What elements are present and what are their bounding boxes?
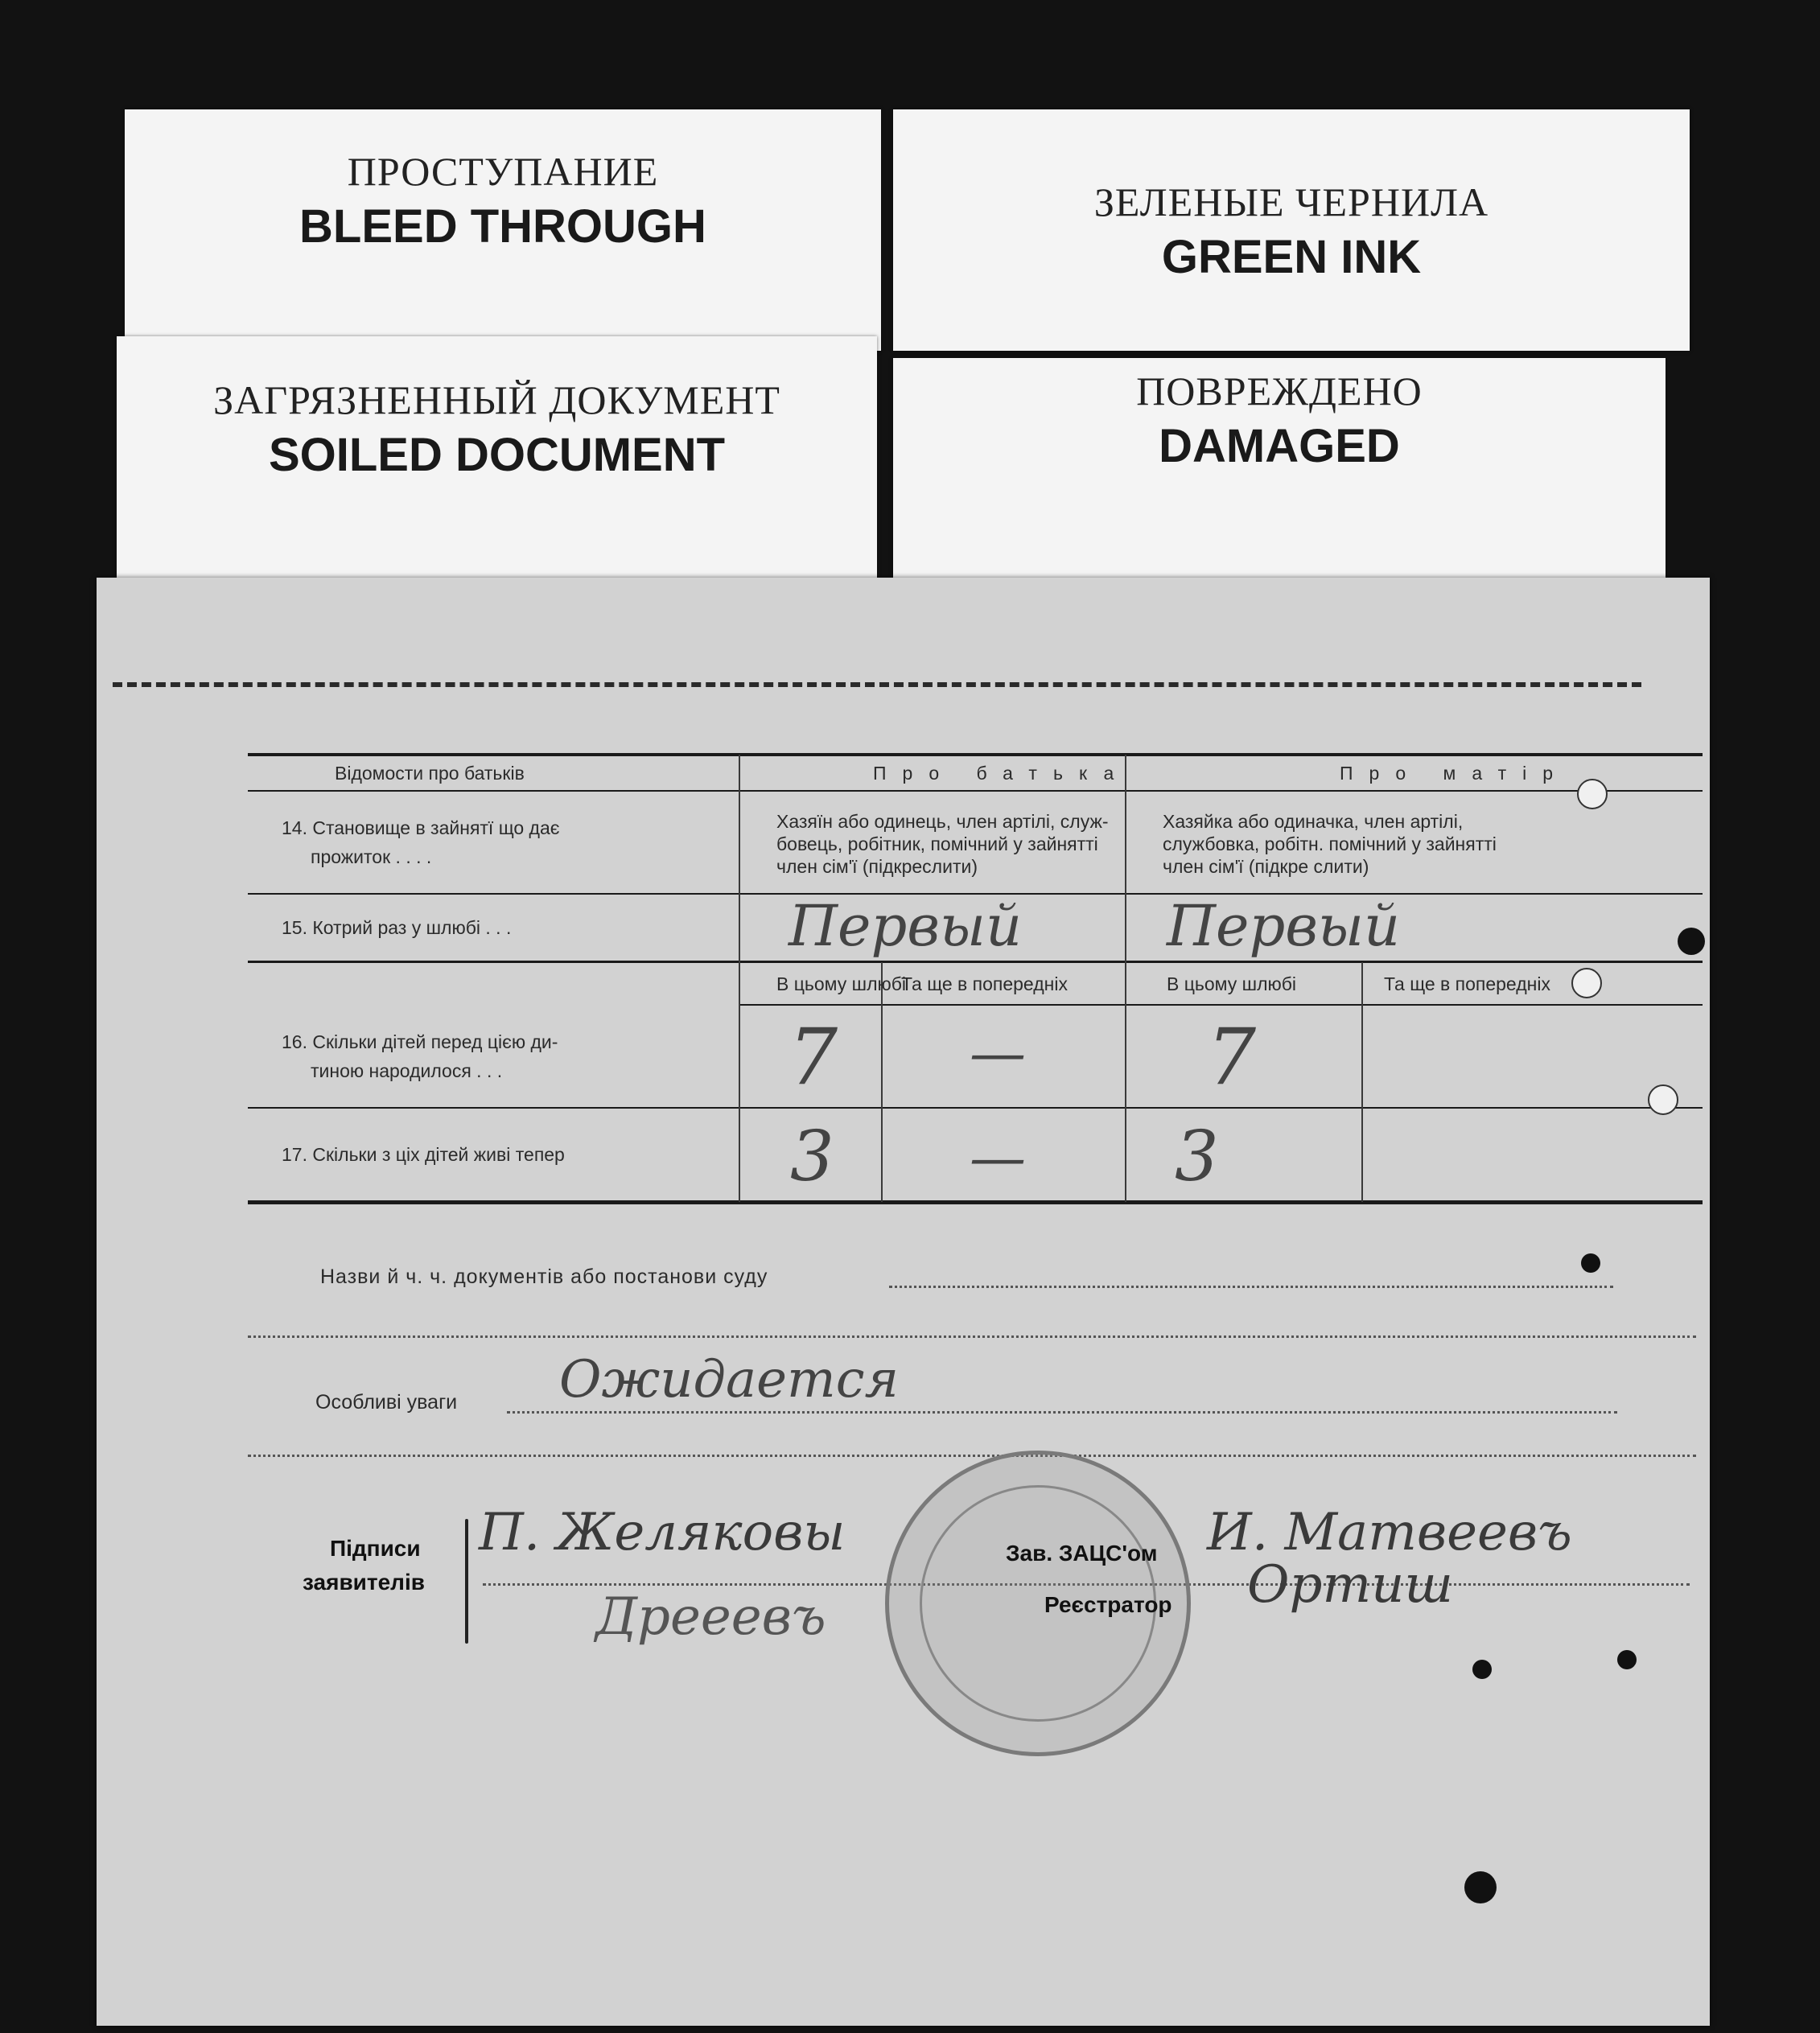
row15-mother-value: Первый xyxy=(1167,893,1401,959)
table-top-rule xyxy=(248,753,1703,756)
row16-mother-this: 7 xyxy=(1207,1012,1257,1102)
applicant-signature-1: П. Желяковы xyxy=(479,1503,846,1562)
row17-father-previous: — xyxy=(970,1125,1026,1191)
punch-hole xyxy=(1617,1650,1637,1669)
header-mother: Про матір xyxy=(1340,763,1570,784)
signatures-label-line1: Підписи xyxy=(330,1536,421,1561)
registrar-label: Реєстратор xyxy=(1044,1592,1172,1617)
remarks-line-2 xyxy=(248,1455,1696,1457)
label-card-soiled-document xyxy=(117,336,877,587)
label-card-bleed-through xyxy=(125,109,881,351)
row15-label: 15. Котрий раз у шлюбі . . . xyxy=(282,917,512,938)
row16-label-line2: тиною народилося . . . xyxy=(311,1060,503,1081)
applicant-signature-2: Дрееевъ xyxy=(595,1587,826,1647)
row14-mother-line2: службовка, робітн. помічний у зайнятті xyxy=(1163,833,1497,854)
row14-mother-line1: Хазяйка або одиначка, член артілі, xyxy=(1163,811,1464,832)
row16-label-line1: 16. Скільки дітей перед цією ди- xyxy=(282,1031,558,1052)
table-rule xyxy=(740,1004,1703,1006)
table-rule xyxy=(248,1107,1703,1109)
row14-father-line1: Хазяїн або одинець, член артілі, служ- xyxy=(776,811,1109,832)
table-col-rule xyxy=(739,755,740,1202)
documents-label: Назви й ч. ч. документів або постанови суду xyxy=(320,1265,768,1288)
label-card-damaged xyxy=(893,358,1666,591)
label-en: GREEN INK xyxy=(1161,231,1422,283)
head-signature: И. Матвеевъ xyxy=(1207,1503,1572,1562)
row16-father-this: 7 xyxy=(789,1012,838,1102)
remarks-label: Особливі уваги xyxy=(315,1391,458,1414)
table-rule xyxy=(248,790,1703,792)
subheader-mother-previous: Та ще в попередніх xyxy=(1384,973,1550,994)
remarks-line xyxy=(507,1411,1617,1414)
label-card-green-ink xyxy=(893,109,1690,351)
document-page xyxy=(97,578,1710,2026)
punch-hole xyxy=(1472,1660,1492,1679)
row17-mother-this: 3 xyxy=(1175,1117,1219,1197)
label-en: SOILED DOCUMENT xyxy=(268,429,726,481)
signatures-brace xyxy=(465,1519,468,1644)
perforation-line xyxy=(113,682,1641,687)
table-col-rule xyxy=(1361,962,1363,1202)
table-col-rule xyxy=(881,962,883,1202)
punch-hole xyxy=(1581,1253,1600,1273)
punch-hole xyxy=(1464,1871,1497,1903)
header-father: Про батька xyxy=(873,763,1130,784)
row17-label: 17. Скільки з ціх дітей живі тепер xyxy=(282,1144,565,1165)
row14-father-line3: член сім'ї (підкреслити) xyxy=(776,856,978,877)
punch-hole xyxy=(1571,968,1602,998)
label-ru: ПОВРЕЖДЕНО xyxy=(1136,368,1423,414)
row15-father-value: Первый xyxy=(789,893,1023,959)
row16-father-previous: — xyxy=(970,1020,1026,1086)
row14-mother-line3: член сім'ї (підкре слити) xyxy=(1163,856,1369,877)
label-en: DAMAGED xyxy=(1159,420,1400,472)
row17-father-this: 3 xyxy=(790,1117,834,1197)
label-ru: ПРОСТУПАНИЕ xyxy=(347,149,659,194)
punch-hole xyxy=(1678,928,1705,955)
subheader-mother-this-marriage: В цьому шлюбі xyxy=(1167,973,1297,994)
table-col-rule xyxy=(1125,755,1126,1202)
punch-hole xyxy=(1577,779,1608,809)
head-label: Зав. ЗАЦС'ом xyxy=(1006,1541,1158,1566)
label-ru: ЗАГРЯЗНЕННЫЙ ДОКУМЕНТ xyxy=(213,377,780,422)
punch-hole xyxy=(1648,1084,1678,1115)
row14-label-line1: 14. Становище в зайнятї що дає xyxy=(282,817,560,838)
registrar-signature: Ортиш xyxy=(1247,1555,1453,1615)
signatures-label-line2: заявителів xyxy=(303,1570,425,1595)
row14-label-line2: прожиток . . . . xyxy=(311,846,432,867)
documents-line-2 xyxy=(248,1335,1696,1338)
remarks-value: Ожидается xyxy=(559,1350,899,1410)
table-rule xyxy=(248,961,1703,963)
table-bottom-rule xyxy=(248,1200,1703,1204)
subheader-father-this-marriage: В цьому шлюбі xyxy=(776,973,907,994)
label-ru: ЗЕЛЕНЫЕ ЧЕРНИЛА xyxy=(1093,179,1489,224)
subheader-father-previous: Та ще в попередніх xyxy=(901,973,1068,994)
row14-father-line2: бовець, робітник, помічний у зайнятті xyxy=(776,833,1098,854)
label-en: BLEED THROUGH xyxy=(299,200,706,253)
documents-line xyxy=(889,1286,1613,1288)
header-parents-info: Відомости про батьків xyxy=(335,763,525,784)
